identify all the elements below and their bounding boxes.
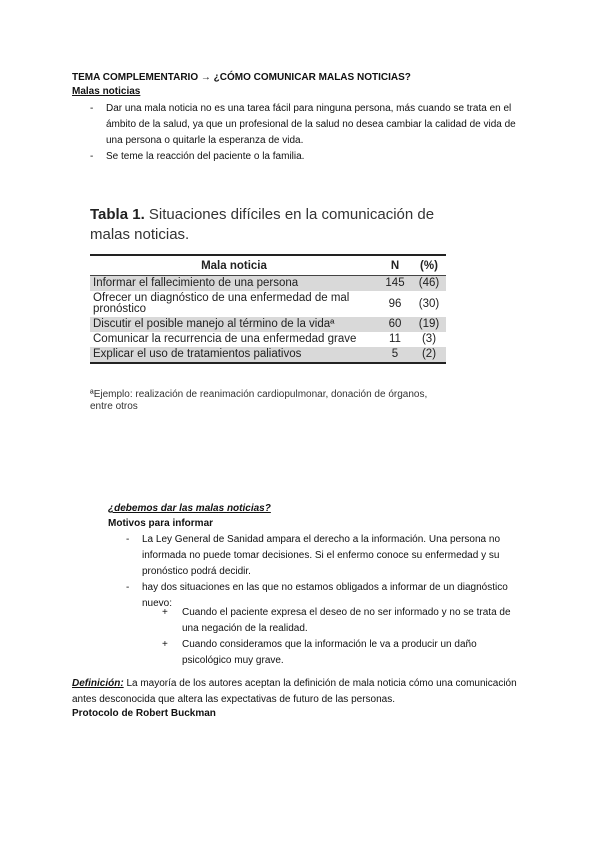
definition-paragraph [72,676,542,708]
row-label: Comunicar la recurrencia de una enfermedad grave [93,333,357,345]
list-item [162,637,522,669]
row-pct: (46) [412,276,446,292]
dash-bullet-icon: - [90,151,94,162]
row-pct: (2) [412,347,446,363]
table-row [90,347,446,363]
list-item-text: hay dos situaciones en las que no estamos obligados a informar de un diagnóstico nuevo: [142,582,508,609]
intro-bullet-list [90,101,530,165]
list-item-text: Cuando consideramos que la información le va a producir un daño psicológico muy grave. [182,639,477,666]
reasons-bullet-list [126,532,532,612]
dash-bullet-icon: - [126,582,130,593]
row-n: 60 [378,317,412,332]
difficult-situations-table [90,254,446,364]
list-item-text: Dar una mala noticia no es una tarea fácil para ninguna persona, más cuando se trata en el ámbito de la salud, ya que un profesional de la salud no desea cambiar la calidad de vida de una persona o quitarle la esperanza de vida. [106,103,516,146]
row-pct: (3) [421,333,437,345]
plus-bullet-icon: + [162,639,168,650]
table-caption-number: Tabla 1. [90,206,145,223]
row-label: Discutir el posible manejo al término de la vidaª [90,317,378,332]
column-header-percent: (%) [412,255,446,276]
row-label: Explicar el uso de tratamientos paliativos [90,347,378,363]
list-item [126,532,532,580]
plus-bullet-icon: + [162,607,168,618]
question-heading: ¿debemos dar las malas noticias? [108,503,271,514]
column-header-mala-noticia: Mala noticia [90,255,378,276]
row-pct: (19) [412,317,446,332]
row-pct: (30) [418,297,440,310]
table-caption-text: Situaciones difíciles en la comunicación de malas noticias. [90,206,435,243]
list-item-text: La Ley General de Sanidad ampara el derecho a la información. Una persona no informada no puede tomar decisiones. Si el enfermo conoce su enfermedad y su pronóstico podrá decidir. [142,534,501,577]
row-n: 96 [388,297,402,310]
table-caption [90,205,450,245]
row-n: 11 [389,333,401,345]
row-label: Ofrecer un diagnóstico de una enfermedad de mal pronóstico [93,292,350,315]
table-row [90,276,446,292]
sub-bullet-list [162,605,522,669]
row-n: 5 [378,347,412,363]
list-item [90,101,530,149]
column-header-n: N [378,255,412,276]
row-label: Informar el fallecimiento de una persona [90,276,378,292]
protocol-heading: Protocolo de Robert Buckman [72,708,216,719]
dash-bullet-icon: - [90,103,94,114]
dash-bullet-icon: - [126,534,130,545]
definition-label: Definición: [72,678,124,689]
list-item [90,149,530,165]
table-footnote: ªEjemplo: realización de reanimación cardiopulmonar, donación de órganos, entre otros [90,389,428,412]
list-item-text: Cuando el paciente expresa el deseo de no ser informado y no se trata de una negación de la realidad. [182,607,511,634]
table-row [90,291,446,317]
row-n: 145 [378,276,412,292]
reasons-heading: Motivos para informar [108,518,214,529]
list-item-text: Se teme la reacción del paciente o la familia. [106,151,305,162]
table-row [90,317,446,332]
table-header-row [90,255,446,276]
table-row [90,332,446,347]
definition-text: La mayoría de los autores aceptan la definición de mala noticia cómo una comunicación antes desconocida que altera las expectativas de futuro de las personas. [72,678,517,705]
page-title: TEMA COMPLEMENTARIO → ¿CÓMO COMUNICAR MALAS NOTICIAS? [72,72,411,83]
section-heading-malas-noticias: Malas noticias [72,86,141,97]
list-item [162,605,522,637]
